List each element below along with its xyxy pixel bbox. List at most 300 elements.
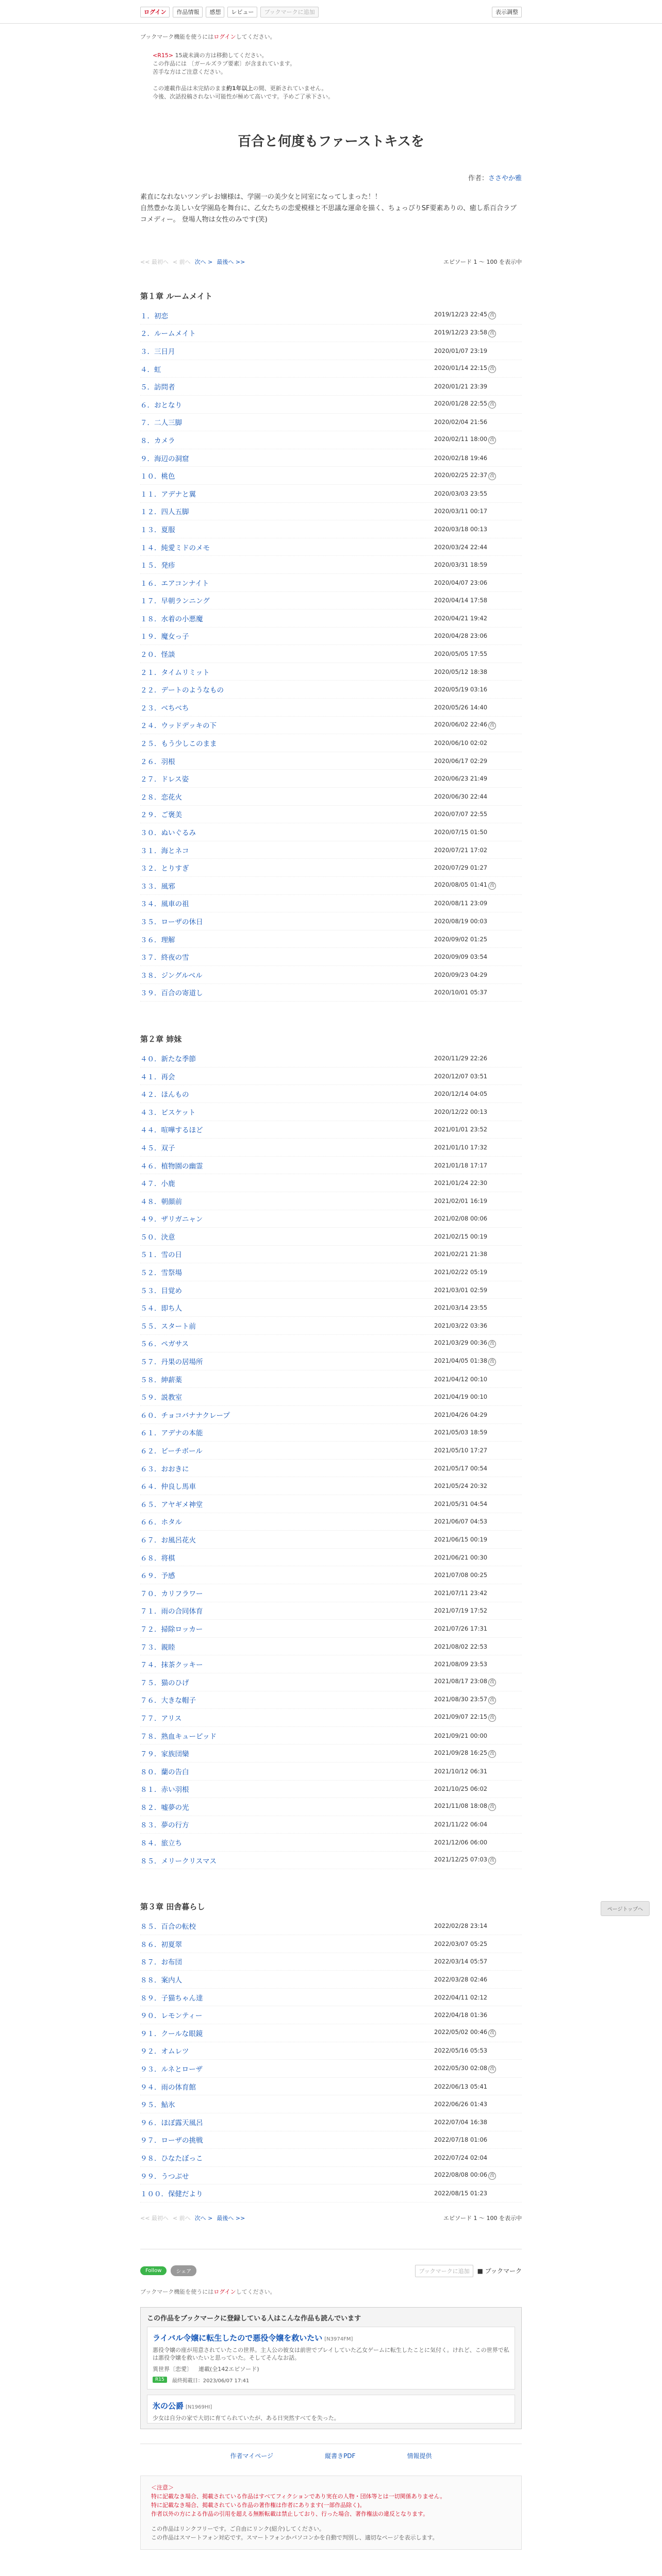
episode-link[interactable]: １１．アデナと翼: [140, 490, 196, 499]
revision-icon[interactable]: 改: [488, 436, 496, 444]
revision-icon[interactable]: 改: [488, 1679, 496, 1686]
episode-date-text: 2021/07/11 23:42: [434, 1589, 488, 1597]
episode-link[interactable]: ６０．チョコバナナクレープ: [140, 1411, 230, 1420]
episode-date-text: 2020/07/21 17:02: [434, 846, 488, 854]
episode-link[interactable]: ８７．お布団: [140, 1958, 182, 1967]
episode-date-text: 2020/03/31 18:59: [434, 561, 488, 569]
episode-date: [434, 1677, 522, 1686]
episode-row: [140, 467, 522, 485]
bookmark-add-button-bottom[interactable]: ブックマークに追加: [415, 2265, 473, 2277]
episode-link[interactable]: ７８．熟血キューピッド: [140, 1732, 217, 1741]
episode-link[interactable]: １．初恋: [140, 312, 168, 320]
episode-row: [140, 2042, 522, 2060]
episode-row: [140, 574, 522, 592]
episode-link[interactable]: ８４．旅立ち: [140, 1839, 182, 1848]
revision-icon[interactable]: 改: [488, 2172, 496, 2180]
author-line: [140, 173, 522, 182]
episode-date-text: 2021/12/06 06:00: [434, 1839, 488, 1846]
recommend-meta: 最終掲載日：2023/06/07 17:41: [172, 2378, 250, 2384]
episode-link[interactable]: １４．純愛ミドのメモ: [140, 544, 210, 552]
episode-row: [140, 538, 522, 556]
revision-icon[interactable]: 改: [488, 1358, 496, 1366]
episode-link[interactable]: ６４．仲良し馬車: [140, 1483, 196, 1492]
episode-row: [140, 1263, 522, 1281]
episode-link[interactable]: ７０．カリフラワー: [140, 1589, 203, 1598]
episode-link[interactable]: １３．夏服: [140, 526, 175, 534]
author-link[interactable]: ささやか雅: [488, 175, 522, 182]
episode-row: [140, 325, 522, 343]
episode-date: [434, 1126, 522, 1133]
episode-row: [140, 414, 522, 432]
episode-date: [434, 1821, 522, 1828]
episode-row: [140, 948, 522, 966]
episode-link[interactable]: ５９．説教室: [140, 1394, 182, 1402]
episode-date: [434, 704, 522, 711]
vertical-pdf-link[interactable]: 縦書きPDF: [325, 2452, 356, 2460]
episode-date: [434, 1994, 522, 2001]
synopsis-line-1: 素直になれないツンデレお嬢様は、学園一の美少女と同室になってしまった！！: [140, 193, 382, 201]
episode-row: [140, 930, 522, 948]
episode-row: [140, 1210, 522, 1228]
episode-link[interactable]: ２．ルームメイト: [140, 330, 196, 338]
bookmark-label: ブックマーク: [485, 2267, 522, 2275]
notice-login-link[interactable]: ログイン: [213, 33, 236, 40]
episode-link[interactable]: ８８．案内人: [140, 1976, 182, 1985]
episode-date-text: 2020/12/14 04:05: [434, 1090, 488, 1098]
episode-date: [434, 1339, 522, 1348]
episode-row: [140, 984, 522, 1002]
episode-link[interactable]: ４６．植物園の幽霊: [140, 1162, 203, 1171]
episode-link[interactable]: ８．カメラ: [140, 436, 175, 445]
episode-row: [140, 1370, 522, 1388]
episode-link[interactable]: ９３．ルネとローザ: [140, 2065, 203, 2074]
episode-row: [140, 1531, 522, 1549]
episode-row: [140, 1655, 522, 1673]
episode-row: [140, 1085, 522, 1103]
episode-link[interactable]: ５５．スタート前: [140, 1322, 196, 1331]
episode-date: [434, 1625, 522, 1632]
synopsis-line-2: 自然豊かな美しい女学園島を舞台に、乙女たちの恋愛模様と不思議な運命を描く、ちょっぴりSF要素ありの、癒し系百合ラブコメディー。 登場人物は女性のみです(笑): [140, 205, 517, 224]
episode-link[interactable]: ４８．朝顔前: [140, 1197, 182, 1206]
hiatus-notice: [153, 84, 522, 93]
episode-date: [434, 1250, 522, 1258]
episode-link[interactable]: ４２．ほんもの: [140, 1091, 189, 1099]
episode-date-text: 2021/05/24 20:32: [434, 1482, 488, 1490]
episode-date-text: 2021/10/12 06:31: [434, 1767, 488, 1775]
episode-link[interactable]: ７２．掃除ロッカー: [140, 1625, 203, 1634]
episode-row: [140, 342, 522, 360]
episode-date: [434, 757, 522, 765]
episode-date-text: 2022/05/02 00:46: [434, 2028, 488, 2036]
episode-date-text: 2020/02/25 22:37: [434, 471, 488, 479]
episode-link[interactable]: ２７．ドレス姿: [140, 775, 189, 784]
episode-link[interactable]: ５１．雪の日: [140, 1251, 182, 1260]
episode-link[interactable]: １５．発疹: [140, 562, 175, 570]
episode-date-text: 2020/04/28 23:06: [434, 632, 488, 640]
episode-link[interactable]: ８１．赤い羽根: [140, 1786, 189, 1794]
login-button[interactable]: ログイン: [140, 7, 170, 18]
episode-date: [434, 471, 522, 480]
novel-title: 百合と何度もファーストキスを: [238, 134, 424, 149]
episode-date: [434, 1500, 522, 1507]
episode-link[interactable]: ３６．理解: [140, 936, 175, 944]
episode-date-text: 2020/04/21 19:42: [434, 614, 488, 622]
episode-date: [434, 1215, 522, 1222]
episode-date: [434, 1233, 522, 1240]
revision-icon[interactable]: 改: [488, 1697, 496, 1704]
episode-date: [434, 989, 522, 996]
episode-date: [434, 828, 522, 836]
episode-link[interactable]: ５０．決意: [140, 1233, 175, 1242]
episode-link[interactable]: ３５．ローザの休日: [140, 918, 203, 926]
episode-date-text: 2020/02/11 18:00: [434, 435, 488, 443]
episode-link[interactable]: ３７．終夜の雪: [140, 954, 189, 962]
episode-date: [434, 650, 522, 657]
author-mypage-link[interactable]: 作者マイページ: [230, 2452, 274, 2460]
link-row: [140, 2444, 522, 2460]
bookmark-note: [140, 2287, 522, 2296]
episode-link[interactable]: ９１．クールな眼鏡: [140, 2029, 203, 2038]
episode-row: [140, 2095, 522, 2113]
episode-link[interactable]: ６６．ホタル: [140, 1518, 182, 1527]
episode-link[interactable]: １８．水着の小悪魔: [140, 615, 203, 623]
recommendation-box: [140, 2307, 522, 2429]
bookmark-icon: ■: [477, 2267, 483, 2275]
revision-icon[interactable]: 改: [488, 365, 496, 373]
episode-link[interactable]: １２．四人五脚: [140, 508, 189, 517]
episode-date: [434, 507, 522, 515]
episode-date-text: 2020/05/05 17:55: [434, 650, 488, 658]
episode-date-text: 2021/08/17 23:08: [434, 1677, 488, 1685]
bookmark-link[interactable]: [477, 2266, 522, 2275]
episode-date: [434, 1660, 522, 1668]
episode-row: [140, 1917, 522, 1935]
episode-link[interactable]: ４０．新たな季節: [140, 1055, 196, 1063]
episode-link[interactable]: ２８．恋花火: [140, 793, 182, 802]
episode-link[interactable]: ９２．オムレツ: [140, 2047, 189, 2056]
episode-row: [140, 1798, 522, 1816]
episode-link[interactable]: １００．保健だより: [140, 2190, 203, 2199]
episode-date-text: 2020/06/02 22:46: [434, 720, 488, 728]
episode-date: [434, 971, 522, 978]
episode-date-text: 2020/01/28 22:55: [434, 400, 488, 408]
episode-link[interactable]: ３０．ぬいぐるみ: [140, 829, 196, 838]
bm-note-c: してください。: [236, 2288, 276, 2295]
episode-date: [434, 329, 522, 337]
episode-row: [140, 1620, 522, 1638]
episode-link[interactable]: ９９．うつぶせ: [140, 2172, 189, 2181]
episode-link[interactable]: ４７．小鹿: [140, 1180, 175, 1189]
episode-row: [140, 1495, 522, 1513]
display-settings-button[interactable]: 表示調整: [492, 7, 522, 18]
episode-row: [140, 1103, 522, 1121]
episode-date: [434, 1073, 522, 1080]
episode-date-text: 2020/01/07 23:19: [434, 347, 488, 354]
pager-last[interactable]: 最後へ >>: [217, 259, 245, 265]
episode-link[interactable]: ８６．初夏翠: [140, 1940, 182, 1949]
episode-date-text: 2022/04/18 01:36: [434, 2011, 488, 2019]
episode-date: [434, 1393, 522, 1400]
episode-link[interactable]: ７５．猫のひげ: [140, 1679, 189, 1687]
episode-link[interactable]: ９４．雨の体育館: [140, 2083, 196, 2092]
novel-info-button[interactable]: 作品情報: [173, 7, 203, 18]
episode-row: [140, 378, 522, 396]
episode-date-text: 2021/09/28 16:25: [434, 1749, 488, 1756]
episode-link[interactable]: ６３．おおきに: [140, 1465, 189, 1473]
episode-link[interactable]: ３９．百合の寄道し: [140, 989, 203, 998]
episode-link[interactable]: ２４．ウッドデッキの下: [140, 722, 217, 731]
episode-link[interactable]: ６１．アデナの本能: [140, 1429, 203, 1438]
episode-date-text: 2021/07/26 17:31: [434, 1624, 488, 1632]
episode-link[interactable]: １９．魔女っ子: [140, 633, 189, 641]
episode-row: [140, 2060, 522, 2078]
revision-icon[interactable]: 改: [488, 882, 496, 890]
episode-link[interactable]: ２２．デートのようなもの: [140, 686, 224, 695]
episode-row: [140, 1139, 522, 1157]
episode-date: [434, 2136, 522, 2143]
pager-first: << 最初へ: [140, 259, 169, 265]
revision-icon[interactable]: 改: [488, 401, 496, 409]
episode-link[interactable]: ７４．抹茶クッキー: [140, 1661, 203, 1670]
episode-link[interactable]: ７３．親睦: [140, 1643, 175, 1652]
episode-date-text: 2020/12/07 03:51: [434, 1072, 488, 1080]
recommend-item[interactable]: [147, 2327, 515, 2389]
episode-row: [140, 2113, 522, 2131]
episode-date: [434, 1768, 522, 1775]
episode-link[interactable]: ５７．丹果の居場所: [140, 1358, 203, 1367]
recommend-item-2[interactable]: [147, 2395, 515, 2424]
episode-date: [434, 311, 522, 319]
revision-icon[interactable]: 改: [488, 1340, 496, 1348]
episode-link[interactable]: ２３．ベちべち: [140, 704, 189, 713]
episode-date-text: 2021/01/01 23:52: [434, 1126, 488, 1133]
episode-row: [140, 806, 522, 824]
episode-date-text: 2021/02/01 16:19: [434, 1197, 488, 1205]
episode-date: [434, 1376, 522, 1383]
chapter-title: 第２章 姉妹: [140, 1035, 182, 1044]
revision-icon[interactable]: 改: [488, 330, 496, 337]
episode-row: [140, 1935, 522, 1953]
episode-row: [140, 1816, 522, 1834]
episode-date: [434, 1732, 522, 1739]
page-top-button[interactable]: ページトップへ: [601, 1901, 650, 1916]
pager-next[interactable]: 次へ >: [194, 259, 213, 265]
episode-link[interactable]: ７１．雨の合同体育: [140, 1607, 203, 1616]
episode-link[interactable]: ３１．海とネコ: [140, 846, 189, 855]
episode-date: [434, 1357, 522, 1366]
recommend-heading: この作品をブックマークに登録している人はこんな作品も読んでいます: [147, 2314, 361, 2323]
episode-link[interactable]: ７７．アリス: [140, 1714, 182, 1723]
episode-date: [434, 864, 522, 871]
episode-row: [140, 1228, 522, 1246]
episode-date: [434, 435, 522, 444]
episode-date: [434, 900, 522, 907]
episode-row: [140, 431, 522, 449]
bm-note-login[interactable]: ログイン: [213, 2288, 236, 2295]
warning-box: [140, 52, 522, 101]
recommend-desc-2: 少女は自分の家で大切に育てられていたが、ある日突然すべてを失った。: [153, 2414, 340, 2421]
chapter-title: 第３章 田舎暮らし: [140, 1902, 205, 1912]
episode-link[interactable]: ４３．ビスケット: [140, 1108, 196, 1117]
recommend-title-2[interactable]: 氷の公爵: [153, 2401, 184, 2411]
episode-row: [140, 2184, 522, 2202]
episode-row: [140, 1388, 522, 1406]
footer-tools: [140, 2249, 522, 2296]
episode-row: [140, 396, 522, 414]
main-content: [140, 24, 522, 2550]
episode-link[interactable]: ４４．喧嘩するほど: [140, 1126, 203, 1135]
episode-date: [434, 2083, 522, 2090]
episode-link[interactable]: ４９．ザリガニャン: [140, 1215, 203, 1224]
episode-date-text: 2022/08/15 01:23: [434, 2190, 488, 2197]
pager-last-bottom[interactable]: 最後へ >>: [217, 2214, 245, 2222]
caution-text: 苦手な方はご注意ください。: [153, 69, 226, 75]
episode-link[interactable]: ６９．予感: [140, 1572, 175, 1581]
episode-link[interactable]: １７．早朝ランニング: [140, 597, 210, 606]
share-button[interactable]: シェア: [171, 2265, 196, 2276]
revision-icon[interactable]: 改: [488, 2029, 496, 2037]
revision-icon[interactable]: 改: [488, 722, 496, 730]
episode-link[interactable]: ９８．ひなたぼっこ: [140, 2154, 203, 2163]
r15-badge: <R15>: [153, 52, 174, 59]
report-link[interactable]: 情報提供: [407, 2452, 432, 2460]
episode-link[interactable]: ９０．レモンティー: [140, 2012, 203, 2021]
episode-link[interactable]: ８０．蘭の告白: [140, 1768, 189, 1776]
impression-button[interactable]: 感想: [206, 7, 224, 18]
episode-row: [140, 663, 522, 681]
revision-icon[interactable]: 改: [488, 1857, 496, 1865]
episode-row: [140, 485, 522, 503]
episode-link[interactable]: １０．桃色: [140, 472, 175, 481]
episode-link[interactable]: ４１．再会: [140, 1073, 175, 1081]
episode-date-text: 2021/03/29 00:36: [434, 1338, 488, 1346]
episode-date-text: 2021/09/21 00:00: [434, 1732, 488, 1739]
episode-link[interactable]: ９７．ローザの挑戦: [140, 2137, 203, 2145]
episode-date: [434, 383, 522, 390]
episode-link[interactable]: ７６．大きな帽子: [140, 1697, 196, 1705]
episode-date-text: 2020/07/15 01:50: [434, 828, 488, 836]
episode-link[interactable]: ３．三日月: [140, 347, 175, 356]
episode-link[interactable]: ２１．タイムリミット: [140, 668, 210, 677]
episode-link[interactable]: ４５．双子: [140, 1144, 175, 1153]
episode-date: [434, 810, 522, 818]
episode-link[interactable]: ３４．風車の祖: [140, 900, 189, 909]
episode-link[interactable]: ７９．家族団欒: [140, 1750, 189, 1759]
caution-box: [140, 2476, 522, 2550]
episode-link[interactable]: ２５．もう少しこのまま: [140, 740, 217, 749]
episode-row: [140, 699, 522, 717]
episode-link[interactable]: ３３．風邪: [140, 882, 175, 891]
bookmark-add-button[interactable]: ブックマークに追加: [260, 7, 318, 18]
episode-row: [140, 1953, 522, 1971]
episode-date: [434, 347, 522, 354]
episode-link[interactable]: ２６．羽根: [140, 757, 175, 766]
revision-icon[interactable]: 改: [488, 472, 496, 480]
episode-link[interactable]: ８３．夢の行方: [140, 1821, 189, 1830]
episode-link[interactable]: ４．虹: [140, 365, 161, 374]
revision-icon[interactable]: 改: [488, 2065, 496, 2073]
episode-link[interactable]: ６．おとなり: [140, 401, 182, 410]
episode-link[interactable]: ３８．ジングルベル: [140, 971, 203, 980]
episode-link[interactable]: ９５．鮎氷: [140, 2101, 175, 2110]
episode-link[interactable]: ８５．メリークリスマス: [140, 1857, 217, 1866]
episode-link[interactable]: ８５．百合の転校: [140, 1923, 196, 1931]
episode-link[interactable]: ８９．子猫ちゃん達: [140, 1994, 203, 2003]
episode-link[interactable]: ６２．ビーチボール: [140, 1447, 203, 1456]
episode-link[interactable]: ８２．嘘夢の光: [140, 1803, 189, 1812]
episode-date-text: 2021/05/31 04:54: [434, 1500, 488, 1507]
episode-date-text: 2022/05/30 02:08: [434, 2064, 488, 2072]
bm-note-a: ブックマーク機能を使うには: [140, 2288, 214, 2295]
revision-icon[interactable]: 改: [488, 312, 496, 319]
r15-text: 15歳未満の方は移動してください。: [173, 52, 268, 59]
episode-link[interactable]: ５６．ペガサス: [140, 1340, 189, 1349]
episode-link[interactable]: ９．海辺の洞窟: [140, 454, 189, 463]
episode-link[interactable]: ６８．将棋: [140, 1554, 175, 1563]
episode-link[interactable]: ６７．お風呂花火: [140, 1536, 196, 1545]
recommend-title[interactable]: ライバル令嬢に転生したので悪役令嬢を救いたい: [153, 2333, 323, 2343]
pager-count: エピソード 1 ～ 100 を表示中: [443, 259, 522, 265]
episode-row: [140, 2149, 522, 2167]
review-button[interactable]: レビュー: [227, 7, 257, 18]
episode-date: [434, 1322, 522, 1329]
episode-link[interactable]: ５３．目覚め: [140, 1286, 182, 1295]
episode-link[interactable]: ６５．アヤギメ神堂: [140, 1500, 203, 1509]
episode-date: [434, 632, 522, 639]
episode-date-text: 2021/02/15 00:19: [434, 1232, 488, 1240]
author-label: 作者：: [468, 175, 488, 182]
revision-icon[interactable]: 改: [488, 1714, 496, 1722]
episode-link[interactable]: ３２．とりすぎ: [140, 865, 189, 873]
pager-next-bottom[interactable]: 次へ >: [194, 2214, 213, 2222]
episode-link[interactable]: ７．二人三脚: [140, 419, 182, 428]
episode-date-text: 2021/05/17 00:54: [434, 1464, 488, 1472]
episode-date-text: 2020/04/14 17:58: [434, 597, 488, 604]
chapter-title: 第１章 ルームメイト: [140, 292, 212, 301]
episode-row: [140, 1762, 522, 1781]
episode-date-text: 2020/01/14 22:15: [434, 364, 488, 372]
follow-button[interactable]: Follow: [140, 2266, 167, 2275]
episode-date: [434, 1447, 522, 1454]
episode-link[interactable]: ５．訪問者: [140, 383, 175, 392]
episode-row: [140, 1299, 522, 1317]
episode-link[interactable]: ５４．即ち人: [140, 1304, 182, 1313]
episode-link[interactable]: ２９．ご褒美: [140, 811, 182, 820]
revision-icon[interactable]: 改: [488, 1750, 496, 1758]
episode-date: [434, 1090, 522, 1097]
caution-line-4: この作品はリンクフリーです。ご自由にリンク(紹介)してください。: [151, 2525, 325, 2532]
episode-date-text: 2022/03/07 05:25: [434, 1940, 488, 1947]
episode-date-text: 2020/03/11 00:17: [434, 507, 488, 515]
episode-date: [434, 1286, 522, 1294]
episode-link[interactable]: ５８．紳薪薬: [140, 1376, 182, 1384]
episode-date: [434, 1429, 522, 1436]
episode-link[interactable]: ２０．怪談: [140, 651, 175, 659]
episode-date-text: 2021/03/22 03:36: [434, 1321, 488, 1329]
episode-link[interactable]: １６．エアコンナイト: [140, 579, 209, 588]
episode-link[interactable]: ５２．雪祭場: [140, 1269, 182, 1278]
episode-link[interactable]: ９６．ほぼ露天風呂: [140, 2119, 203, 2127]
episode-row: [140, 1460, 522, 1478]
revision-icon[interactable]: 改: [488, 1803, 496, 1811]
episode-date-text: 2021/02/08 00:06: [434, 1215, 488, 1223]
episode-date-text: 2020/03/24 22:44: [434, 543, 488, 551]
episode-date: [434, 1162, 522, 1169]
episode-row: [140, 1673, 522, 1691]
episode-date: [434, 1589, 522, 1597]
episode-date: [434, 2171, 522, 2180]
episode-date: [434, 2100, 522, 2108]
